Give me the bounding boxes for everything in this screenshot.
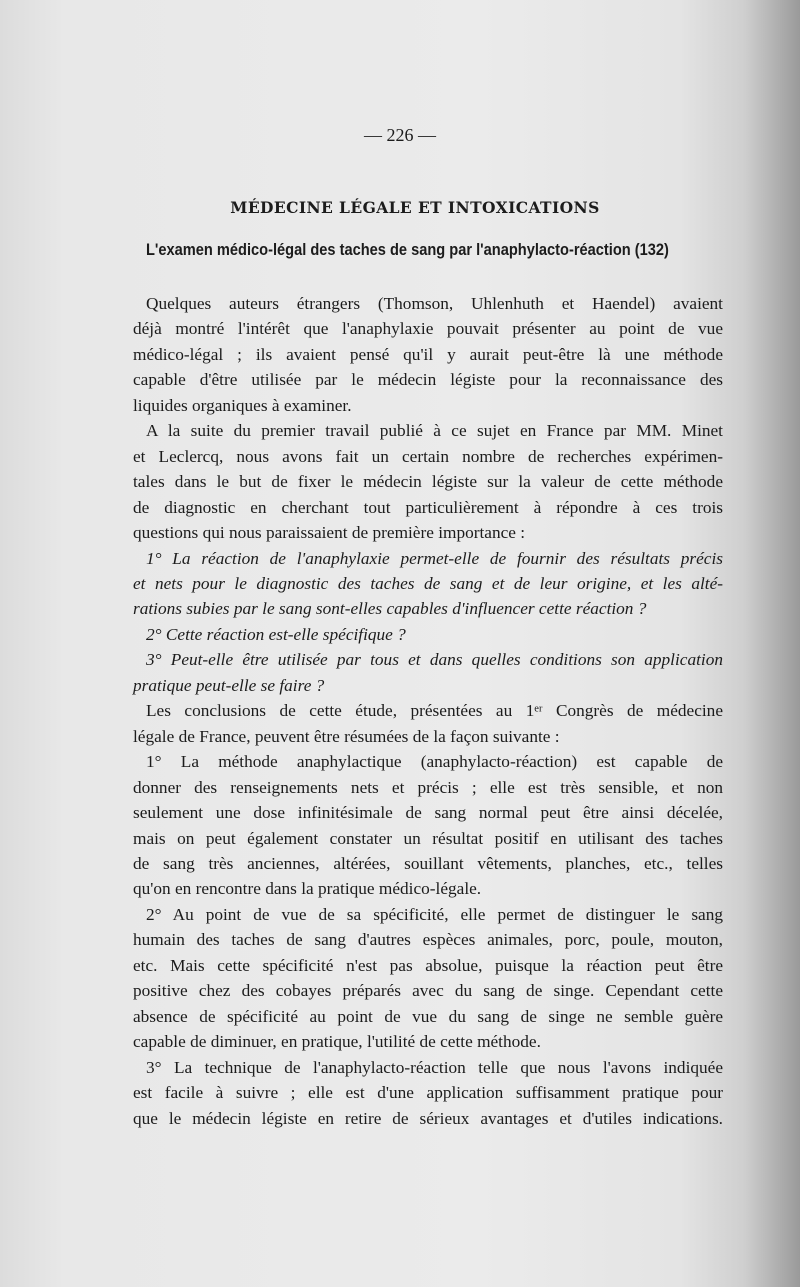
text-line: 3° Peut-elle être utilisée par tous et dans quelles conditions son application bbox=[146, 650, 723, 670]
text-line: 1° La réaction de l'anaphylaxie permet-elle de fournir des résultats précis bbox=[146, 548, 723, 568]
text-line: 1° La méthode anaphylactique (anaphylacto-réaction) est capable de bbox=[146, 752, 723, 772]
text-line: capable d'être utilisée par le médecin légiste pour la reconnaissance des bbox=[133, 370, 723, 390]
text-line: donner des renseignements nets et précis ; elle est très sensible, et non bbox=[133, 777, 723, 797]
paragraph bbox=[133, 1055, 723, 1131]
text-line: 3° La technique de l'anaphylacto-réaction telle que nous l'avons indiquée bbox=[146, 1057, 723, 1077]
question-paragraph bbox=[133, 647, 723, 698]
paragraph bbox=[133, 698, 723, 749]
text-line: positive chez des cobayes préparés avec du sang de singe. Cependant cette bbox=[133, 981, 723, 1001]
text-line: tales dans le but de fixer le médecin légiste sur la valeur de cette méthode bbox=[133, 472, 723, 492]
text-line: Quelques auteurs étrangers (Thomson, Uhlenhuth et Haendel) avaient bbox=[146, 294, 723, 313]
page-number: — 226 — bbox=[364, 125, 436, 145]
text-line: seulement une dose infinitésimale de sang normal peut être ainsi décelée, bbox=[133, 803, 723, 823]
paragraph bbox=[133, 749, 723, 902]
text-line: questions qui nous paraissaient de première importance : bbox=[133, 523, 526, 543]
text-line: déjà montré l'intérêt que l'anaphylaxie pouvait présenter au point de vue bbox=[133, 319, 723, 339]
text-line: capable de diminuer, en pratique, l'utilité de cette méthode. bbox=[133, 1032, 541, 1052]
text-line: pratique peut-elle se faire ? bbox=[133, 675, 325, 695]
text-line: est facile à suivre ; elle est d'une application suffisamment pratique pour bbox=[133, 1083, 723, 1103]
text-line: absence de spécificité au point de vue du sang de singe ne semble guère bbox=[133, 1006, 723, 1026]
text-line: Les conclusions de cette étude, présentées au 1ᵉʳ Congrès de médecine bbox=[146, 701, 723, 721]
text-line: humain des taches de sang d'autres espèces animales, porc, poule, mouton, bbox=[133, 930, 723, 950]
article-title: L'examen médico-légal des taches de sang par l'anaphylacto-réaction (132) bbox=[146, 240, 669, 259]
paragraph bbox=[133, 418, 723, 545]
text-line: etc. Mais cette spécificité n'est pas absolue, puisque la réaction peut être bbox=[133, 955, 723, 975]
text-line: mais on peut également constater un résultat positif en utilisant des taches bbox=[133, 828, 723, 848]
paragraph bbox=[133, 291, 723, 418]
question-paragraph bbox=[133, 622, 723, 647]
text-line: 2° Cette réaction est-elle spécifique ? bbox=[146, 624, 406, 644]
text-line: rations subies par le sang sont-elles capables d'influencer cette réaction ? bbox=[133, 599, 647, 619]
article-body bbox=[133, 291, 723, 1131]
question-paragraph bbox=[133, 546, 723, 622]
text-line: et Leclercq, nous avons fait un certain nombre de recherches expérimen- bbox=[133, 446, 723, 466]
text-line: de sang très anciennes, altérées, souillant vêtements, planches, etc., telles bbox=[133, 853, 723, 873]
text-line: légale de France, peuvent être résumées de la façon suivante : bbox=[133, 726, 560, 746]
text-line: 2° Au point de vue de sa spécificité, elle permet de distinguer le sang bbox=[146, 904, 723, 924]
text-line: médico-légal ; ils avaient pensé qu'il y aurait peut-être là une méthode bbox=[133, 344, 723, 364]
text-line: et nets pour le diagnostic des taches de sang et de leur origine, et les alté- bbox=[133, 573, 723, 593]
text-line: que le médecin légiste en retire de sérieux avantages et d'utiles indications. bbox=[133, 1108, 723, 1128]
text-line: de diagnostic en cherchant tout particulièrement à répondre à ces trois bbox=[133, 497, 723, 517]
text-line: liquides organiques à examiner. bbox=[133, 395, 352, 415]
paragraph bbox=[133, 902, 723, 1055]
text-line: A la suite du premier travail publié à ce sujet en France par MM. Minet bbox=[146, 421, 723, 441]
section-heading: MÉDECINE LÉGALE ET INTOXICATIONS bbox=[230, 198, 600, 217]
text-line: qu'on en rencontre dans la pratique médico-légale. bbox=[133, 879, 482, 899]
